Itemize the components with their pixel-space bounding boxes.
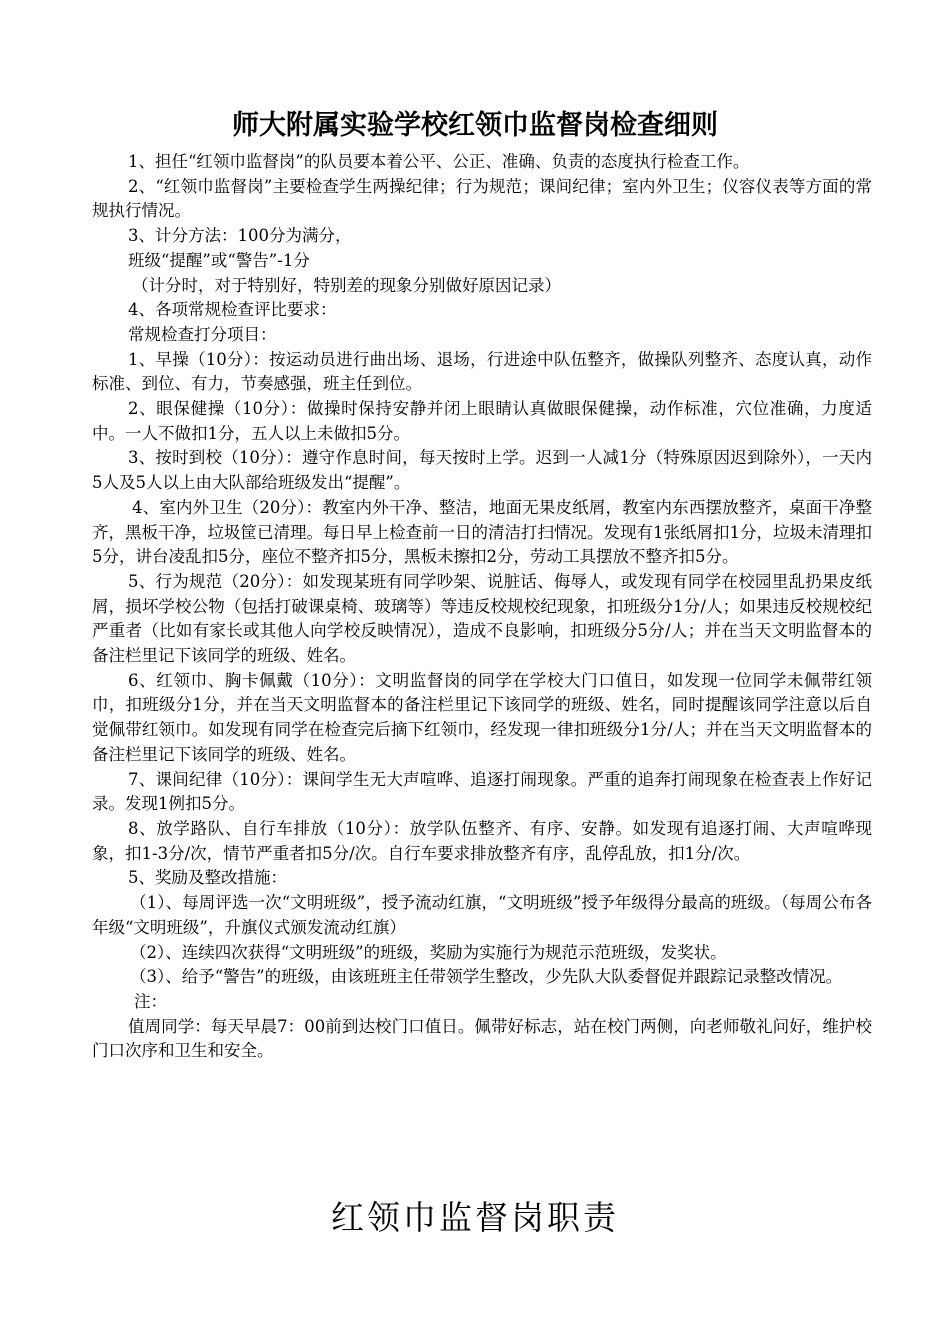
paragraph-reward-2: （2）、连续四次获得“文明班级”的班级，奖励为实施行为规范示范班级，发奖状。 <box>130 942 727 962</box>
paragraph-rule-3-note: （计分时，对于特别好，特别差的现象分别做好原因记录） <box>132 275 561 295</box>
paragraph-item-red-scarf: 6、红领巾、胸卡佩戴（10分）：文明监督岗的同学在学校大门口值日，如发现一位同学未佩带红领巾，扣班级分1分，并在当天文明监督本的备注栏里记下该同学的班级、姓名，同时提醒该同学注意以后自觉佩带红领巾。如发现有同学在检查完后摘下红领巾，经发现一律扣班级分1分/人；并在当天文明监督本的备注栏里记下该同学的班级、姓名。 <box>92 670 872 764</box>
paragraph-reward-1: （1）、每周评选一次“文明班级”，授予流动红旗，“文明班级”授予年级得分最高的班级。（每周公布各年级“文明班级”，升旗仪式颁发流动红旗） <box>92 893 872 937</box>
paragraph-item-punctuality: 3、按时到校（10分）：遵守作息时间，每天按时上学。迟到一人减1分（特殊原因迟到除外），一天内5人及5人以上由大队部给班级发出“提醒”。 <box>92 448 872 493</box>
document-body <box>92 150 872 1064</box>
paragraph-item-break-discipline: 7、课间纪律（10分）：课间学生无大声喧哗、追逐打闹现象。严重的追奔打闹现象在检查表上作好记录。发现1例扣5分。 <box>92 769 872 814</box>
document-title: 师大附属实验学校红领巾监督岗检查细则 <box>232 110 718 141</box>
paragraph-note-label: 注： <box>134 991 167 1011</box>
paragraph-duty-note: 值周同学：每天早晨7：00前到达校门口值日。佩带好标志，站在校门两侧，向老师敬礼问好，维护校门口次序和卫生和安全。 <box>92 1016 872 1061</box>
paragraph-item-hygiene: 4、室内外卫生（20分）：教室内外干净、整洁，地面无果皮纸屑，教室内东西摆放整齐，桌面干净整齐，黑板干净，垃圾筐已清理。每日早上检查前一日的清洁打扫情况。发现有1张纸屑扣1分，垃圾未清理扣5分，讲台凌乱扣5分，座位不整齐扣5分，黑板未擦扣2分，劳动工具摆放不整齐扣5分。 <box>92 497 872 567</box>
paragraph-item-eye-exercise: 2、眼保健操（10分）：做操时保持安静并闭上眼睛认真做眼保健操，动作标准，穴位准确，力度适中。一人不做扣1分，五人以上未做扣5分。 <box>92 399 872 443</box>
paragraph-check-items-heading: 常规检查打分项目： <box>128 324 277 344</box>
paragraph-rule-2: 2、“红领巾监督岗”主要检查学生两操纪律；行为规范；课间纪律；室内外卫生；仪容仪表等方面的常规执行情况。 <box>92 176 872 221</box>
paragraph-item-behavior: 5、行为规范（20分）：如发现某班有同学吵架、说脏话、侮辱人，或发现有同学在校园里乱扔果皮纸屑，损坏学校公物（包括打破课桌椅、玻璃等）等违反校规校纪现象，扣班级分1分/人；如果违反校规校纪严重者（比如有家长或其他人向学校反映情况），造成不良影响，扣班级分5分/人；并在当天文明监督本的备注栏里记下该同学的班级、姓名。 <box>92 571 872 666</box>
paragraph-rule-3: 3、计分方法：100分为满分， <box>128 226 352 246</box>
paragraph-rule-1: 1、担任“红领巾监督岗”的队员要本着公平、公正、准确、负责的态度执行检查工作。 <box>128 152 750 171</box>
paragraph-reward-3: （3）、给予“警告”的班级，由该班班主任带领学生整改，少先队大队委督促并跟踪记录整改情况。 <box>130 967 843 987</box>
paragraph-rewards-heading: 5、奖励及整改措施： <box>128 868 287 888</box>
section-title-duties: 红领巾监督岗职责 <box>331 1198 619 1237</box>
paragraph-item-dismissal: 8、放学路队、自行车排放（10分）：放学队伍整齐、有序、安静。如发现有追逐打闹、大声喧哗现象，扣1-3分/次，情节严重者扣5分/次。自行车要求排放整齐有序，乱停乱放，扣1分/次。 <box>92 818 872 863</box>
paragraph-rule-4: 4、各项常规检查评比要求： <box>128 300 337 320</box>
paragraph-rule-3-penalty: 班级“提醒”或“警告”-1分 <box>128 250 310 270</box>
paragraph-item-morning-exercise: 1、早操（10分）：按运动员进行曲出场、退场，行进途中队伍整齐，做操队列整齐、态度认真，动作标准、到位、有力，节奏感强，班主任到位。 <box>92 349 872 394</box>
